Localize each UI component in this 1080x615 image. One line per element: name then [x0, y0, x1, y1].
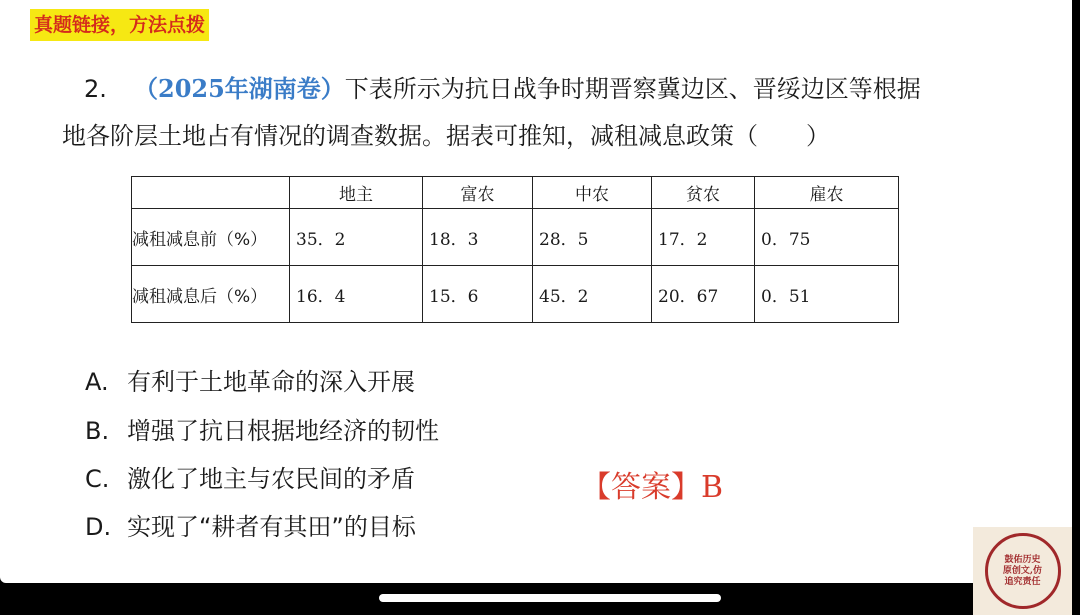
table-header-cell [132, 177, 290, 209]
option-a [85, 365, 415, 399]
table-header-row [132, 177, 899, 209]
option-text: 实现了“耕者有其田”的目标 [127, 513, 416, 541]
table-row [132, 209, 899, 266]
question-line-1 [62, 72, 921, 106]
table-cell: 28．5 [533, 209, 652, 266]
table-header-cell: 雇农 [755, 177, 899, 209]
question-source: （2025年湖南卷） [134, 74, 345, 103]
option-b [85, 414, 439, 448]
watermark-stamp [973, 527, 1072, 615]
home-indicator[interactable] [379, 594, 721, 602]
option-d [85, 510, 416, 544]
table-cell: 45．2 [533, 266, 652, 323]
option-letter: A. [85, 368, 109, 396]
table-header-cell: 中农 [533, 177, 652, 209]
table-cell: 0．51 [755, 266, 899, 323]
land-data-table [131, 176, 899, 323]
question-line-2: 地各阶层土地占有情况的调查数据。据表可推知，减租减息政策（ ） [62, 122, 830, 150]
stamp-line: 追究责任 [1004, 576, 1041, 587]
stamp-line: 原创文,仿 [1002, 565, 1043, 576]
table-cell: 17．2 [652, 209, 755, 266]
row-label: 减租减息后（%） [132, 266, 290, 323]
row-label: 减租减息前（%） [132, 209, 290, 266]
stamp-line: 鼓佑历史 [1004, 554, 1041, 565]
table-cell: 18．3 [423, 209, 533, 266]
table-header-cell: 地主 [290, 177, 423, 209]
option-letter: C. [85, 465, 110, 493]
table-cell: 20．67 [652, 266, 755, 323]
table-cell: 0．75 [755, 209, 899, 266]
answer-value: B [701, 470, 724, 505]
option-text: 激化了地主与农民间的矛盾 [127, 465, 415, 493]
section-tag: 真题链接，方法点拨 [30, 9, 209, 41]
option-c [85, 462, 415, 496]
option-letter: B. [85, 417, 110, 445]
table-cell: 35．2 [290, 209, 423, 266]
option-text: 有利于土地革命的深入开展 [127, 368, 415, 396]
table-cell: 16．4 [290, 266, 423, 323]
table-cell: 15．6 [423, 266, 533, 323]
question-number: 2. [84, 75, 107, 103]
question-text-1: 下表所示为抗日战争时期晋察冀边区、晋绥边区等根据 [344, 75, 921, 103]
table-row [132, 266, 899, 323]
answer-label: 【答案】 [581, 470, 701, 505]
table-header-cell: 贫农 [652, 177, 755, 209]
seal-icon [985, 533, 1061, 609]
answer [581, 468, 723, 508]
table-header-cell: 富农 [423, 177, 533, 209]
option-text: 增强了抗日根据地经济的韧性 [127, 417, 439, 445]
option-letter: D. [85, 513, 112, 541]
